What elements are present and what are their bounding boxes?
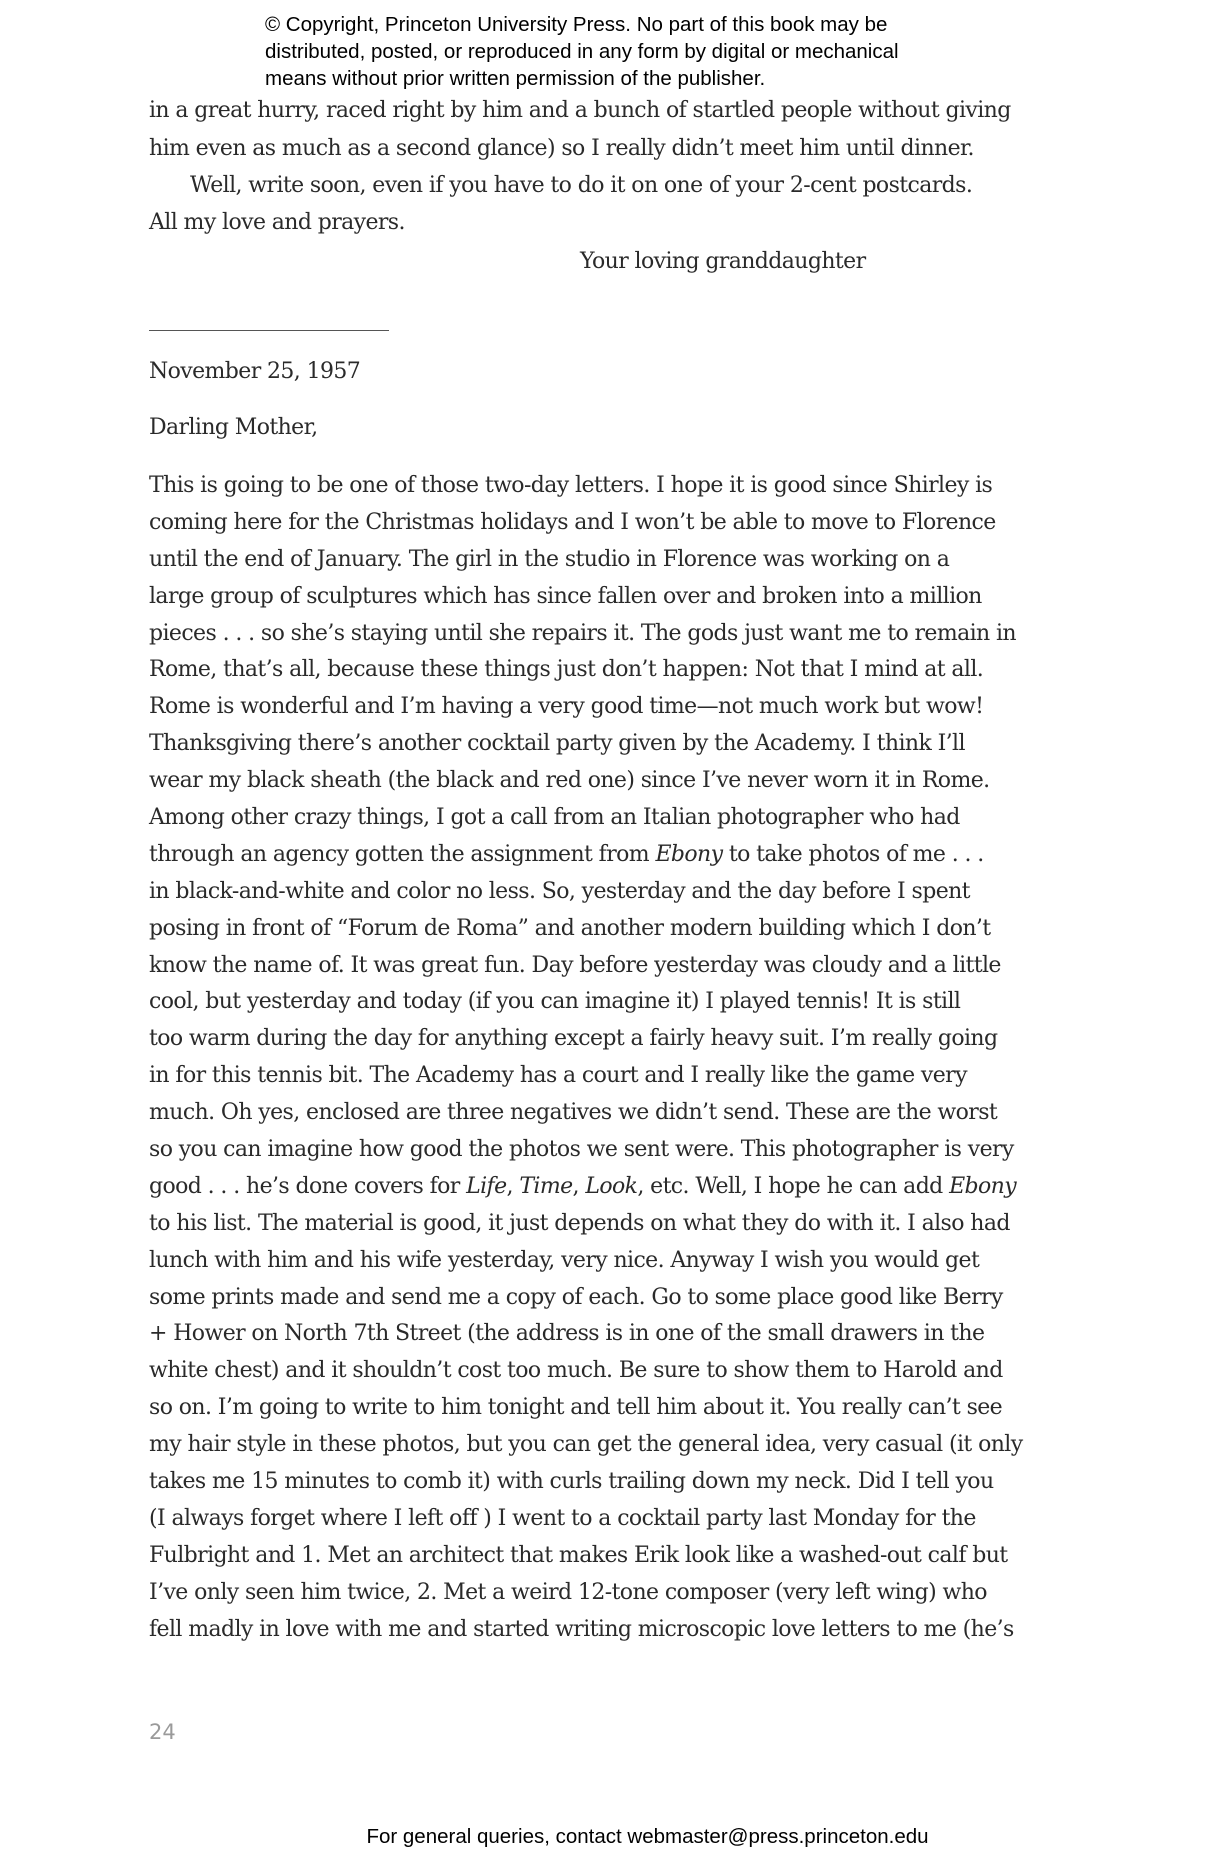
body-line: I’ve only seen him twice, 2. Met a weird 12-tone composer (very left wing) who bbox=[149, 1579, 987, 1605]
italic-title: Ebony bbox=[655, 841, 723, 867]
body-line: large group of sculptures which has since fallen over and broken into a million bbox=[149, 583, 982, 609]
body-line-text: , etc. Well, I hope he can add bbox=[637, 1173, 950, 1199]
body-line: Fulbright and 1. Met an architect that makes Erik look like a washed-out calf but bbox=[149, 1542, 1008, 1568]
letter-date: November 25, 1957 bbox=[149, 359, 361, 384]
italic-title: Life bbox=[466, 1173, 507, 1199]
body-line: cool, but yesterday and today (if you can imagine it) I played tennis! It is still bbox=[149, 989, 961, 1015]
body-line: pieces . . . so she’s staying until she repairs it. The gods just want me to remain in bbox=[149, 620, 1016, 646]
body-line: much. Oh yes, enclosed are three negatives we didn’t send. These are the worst bbox=[149, 1100, 998, 1126]
body-line-ebony bbox=[149, 837, 1069, 874]
body-line: (I always forget where I left off ) I went to a cocktail party last Monday for the bbox=[149, 1505, 976, 1531]
italic-title: Look bbox=[585, 1173, 638, 1199]
body-line: so you can imagine how good the photos we sent were. This photographer is very bbox=[149, 1137, 1014, 1163]
letter-body bbox=[149, 468, 1069, 1649]
footer-contact: For general queries, contact webmaster@press.princeton.edu bbox=[366, 1825, 929, 1848]
body-line: Rome, that’s all, because these things just don’t happen: Not that I mind at all. bbox=[149, 657, 984, 683]
body-line: my hair style in these photos, but you can get the general idea, very casual (it only bbox=[149, 1432, 1023, 1458]
body-line: Among other crazy things, I got a call from an Italian photographer who had bbox=[149, 805, 960, 831]
body-line: Rome is wonderful and I’m having a very good time—not much work but wow! bbox=[149, 694, 984, 720]
body-line-text: good . . . he’s done covers for bbox=[149, 1173, 467, 1199]
copyright-line: © Copyright, Princeton University Press. No part of this book may be bbox=[265, 13, 888, 36]
body-line: white chest) and it shouldn’t cost too much. Be sure to show them to Harold and bbox=[149, 1358, 1003, 1384]
body-line: know the name of. It was great fun. Day before yesterday was cloudy and a little bbox=[149, 952, 1001, 978]
italic-title: Time bbox=[519, 1173, 573, 1199]
body-line: coming here for the Christmas holidays and I won’t be able to move to Florence bbox=[149, 509, 996, 535]
body-line: posing in front of “Forum de Roma” and another modern building which I don’t bbox=[149, 915, 991, 941]
body-line: This is going to be one of those two-day letters. I hope it is good since Shirley is bbox=[149, 473, 993, 498]
body-line: lunch with him and his wife yesterday, very nice. Anyway I wish you would get bbox=[149, 1247, 980, 1273]
body-line: so on. I’m going to write to him tonight and tell him about it. You really can’t see bbox=[149, 1395, 1003, 1421]
body-line-magazines bbox=[149, 1169, 1069, 1206]
section-divider bbox=[149, 330, 389, 331]
italic-title: Ebony bbox=[949, 1173, 1017, 1199]
body-line: fell madly in love with me and started writing microscopic love letters to me (he’s bbox=[149, 1616, 1014, 1642]
body-line: too warm during the day for anything except a fairly heavy suit. I’m really going bbox=[149, 1026, 998, 1052]
copyright-notice bbox=[265, 11, 1025, 92]
body-line-text: to take photos of me . . . bbox=[722, 841, 984, 867]
letter-salutation: Darling Mother, bbox=[149, 415, 318, 440]
page-number: 24 bbox=[149, 1720, 176, 1744]
body-line: + Hower on North 7th Street (the address is in one of the small drawers in the bbox=[149, 1321, 985, 1347]
body-line: takes me 15 minutes to comb it) with curls trailing down my neck. Did I tell you bbox=[149, 1469, 994, 1495]
body-line-text: through an agency gotten the assignment from bbox=[149, 841, 656, 867]
copyright-line: distributed, posted, or reproduced in any form by digital or mechanical bbox=[265, 40, 899, 63]
text-line: him even as much as a second glance) so I really didn’t meet him until dinner. bbox=[149, 136, 974, 161]
body-line: Thanksgiving there’s another cocktail party given by the Academy. I think I’ll bbox=[149, 731, 965, 757]
separator: , bbox=[506, 1173, 520, 1199]
body-line: in for this tennis bit. The Academy has a court and I really like the game very bbox=[149, 1063, 967, 1089]
text-line: in a great hurry, raced right by him and a bunch of startled people without giving bbox=[149, 98, 1011, 123]
text-line: Well, write soon, even if you have to do it on one of your 2-cent postcards. bbox=[190, 173, 973, 198]
body-line: some prints made and send me a copy of each. Go to some place good like Berry bbox=[149, 1284, 1003, 1310]
body-line: to his list. The material is good, it just depends on what they do with it. I also had bbox=[149, 1210, 1010, 1236]
body-line: until the end of January. The girl in the studio in Florence was working on a bbox=[149, 546, 950, 572]
copyright-line: means without prior written permission of the publisher. bbox=[265, 67, 766, 90]
body-line: wear my black sheath (the black and red one) since I’ve never worn it in Rome. bbox=[149, 768, 990, 794]
separator: , bbox=[572, 1173, 586, 1199]
text-line: All my love and prayers. bbox=[149, 210, 405, 235]
body-line: in black-and-white and color no less. So, yesterday and the day before I spent bbox=[149, 878, 970, 904]
letter-signoff: Your loving granddaughter bbox=[580, 249, 866, 274]
